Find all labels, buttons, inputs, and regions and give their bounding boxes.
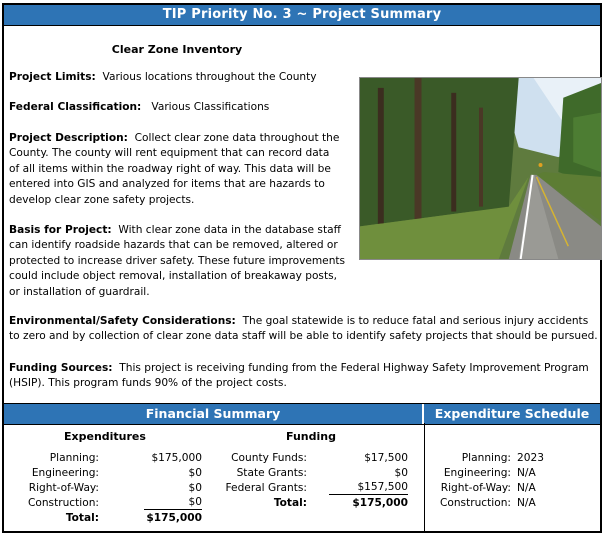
fund-label: County Funds: (231, 452, 307, 464)
road-photo (359, 77, 602, 260)
fund-label: State Grants: (236, 467, 307, 479)
fund-value: $17,500 (364, 452, 408, 464)
summary-header-bar (4, 403, 600, 425)
project-limits (9, 70, 354, 85)
project-description-label: Project Description: (9, 132, 128, 144)
funding-line: (HSIP). This program funds 90% of the project costs. (9, 377, 287, 390)
expenditure-schedule-title: Expenditure Schedule (434, 406, 590, 421)
road-photo-icon (360, 78, 601, 259)
project-description (9, 131, 359, 208)
exp-label: Engineering: (31, 467, 99, 479)
fund-total-label: Total: (273, 497, 307, 509)
description-line: develop clear zone safety projects. (9, 193, 195, 206)
fund-total-value: $175,000 (352, 497, 408, 509)
basis-line: With clear zone data in the database staff (118, 224, 341, 236)
fund-value: $0 (394, 467, 408, 479)
schedule-value: N/A (517, 482, 536, 494)
exp-value: $0 (144, 496, 202, 510)
description-line: entered into GIS and analyzed for items that are hazards to (9, 178, 325, 191)
project-limits-label: Project Limits: (9, 71, 96, 83)
env-line: to zero and by collection of clear zone data staff will be able to identify safety projects that should be pursued. (9, 330, 598, 343)
funding-header: Funding (286, 430, 336, 443)
schedule-value: N/A (517, 467, 536, 479)
schedule-value: N/A (517, 497, 536, 509)
federal-classification-value: Various Classifications (151, 101, 270, 113)
basis-label: Basis for Project: (9, 224, 112, 236)
exp-label: Planning: (49, 452, 99, 464)
exp-value: $0 (188, 467, 202, 479)
exp-value: $175,000 (151, 452, 202, 464)
env-line: The goal statewide is to reduce fatal and serious injury accidents (242, 315, 589, 327)
schedule-value: 2023 (517, 452, 544, 464)
schedule-label: Construction: (439, 497, 511, 509)
fund-label: Federal Grants: (225, 482, 307, 494)
financial-summary-title: Financial Summary (4, 404, 424, 424)
basis-for-project (9, 223, 359, 300)
exp-total-value: $175,000 (146, 512, 202, 524)
description-line: County. The county will rent equipment that can record data (9, 147, 330, 160)
federal-classification (9, 100, 354, 115)
schedule-label: Right-of-Way: (440, 482, 511, 494)
schedule-label: Engineering: (443, 467, 511, 479)
project-summary-sheet (2, 3, 602, 533)
schedule-label: Planning: (461, 452, 511, 464)
funding-sources (9, 361, 601, 392)
fund-value: $157,500 (329, 481, 408, 495)
description-line: of all items within the roadway right of way. This data will be (9, 162, 331, 175)
exp-total-label: Total: (65, 512, 99, 524)
project-name: Clear Zone Inventory (111, 43, 243, 56)
basis-line: can identify roadside hazards that can be removed, altered or (9, 239, 338, 252)
exp-value: $0 (188, 482, 202, 494)
basis-line: or installation of guardrail. (9, 285, 150, 298)
funding-label: Funding Sources: (9, 362, 113, 374)
exp-label: Right-of-Way: (28, 482, 99, 494)
project-limits-value: Various locations throughout the County (102, 71, 317, 83)
env-label: Environmental/Safety Considerations: (9, 315, 236, 327)
basis-line: could include object removal, installation of breakaway posts, (9, 270, 337, 283)
page-title: TIP Priority No. 3 ~ Project Summary (4, 5, 600, 26)
environmental-safety (9, 314, 601, 345)
federal-classification-label: Federal Classification: (9, 101, 142, 113)
description-line: Collect clear zone data throughout the (134, 132, 340, 144)
exp-label: Construction: (27, 497, 99, 509)
funding-line: This project is receiving funding from the Federal Highway Safety Improvement Program (119, 362, 589, 374)
expenditures-header: Expenditures (64, 430, 146, 443)
basis-line: protected to increase driver safety. These future improvements (9, 254, 346, 267)
